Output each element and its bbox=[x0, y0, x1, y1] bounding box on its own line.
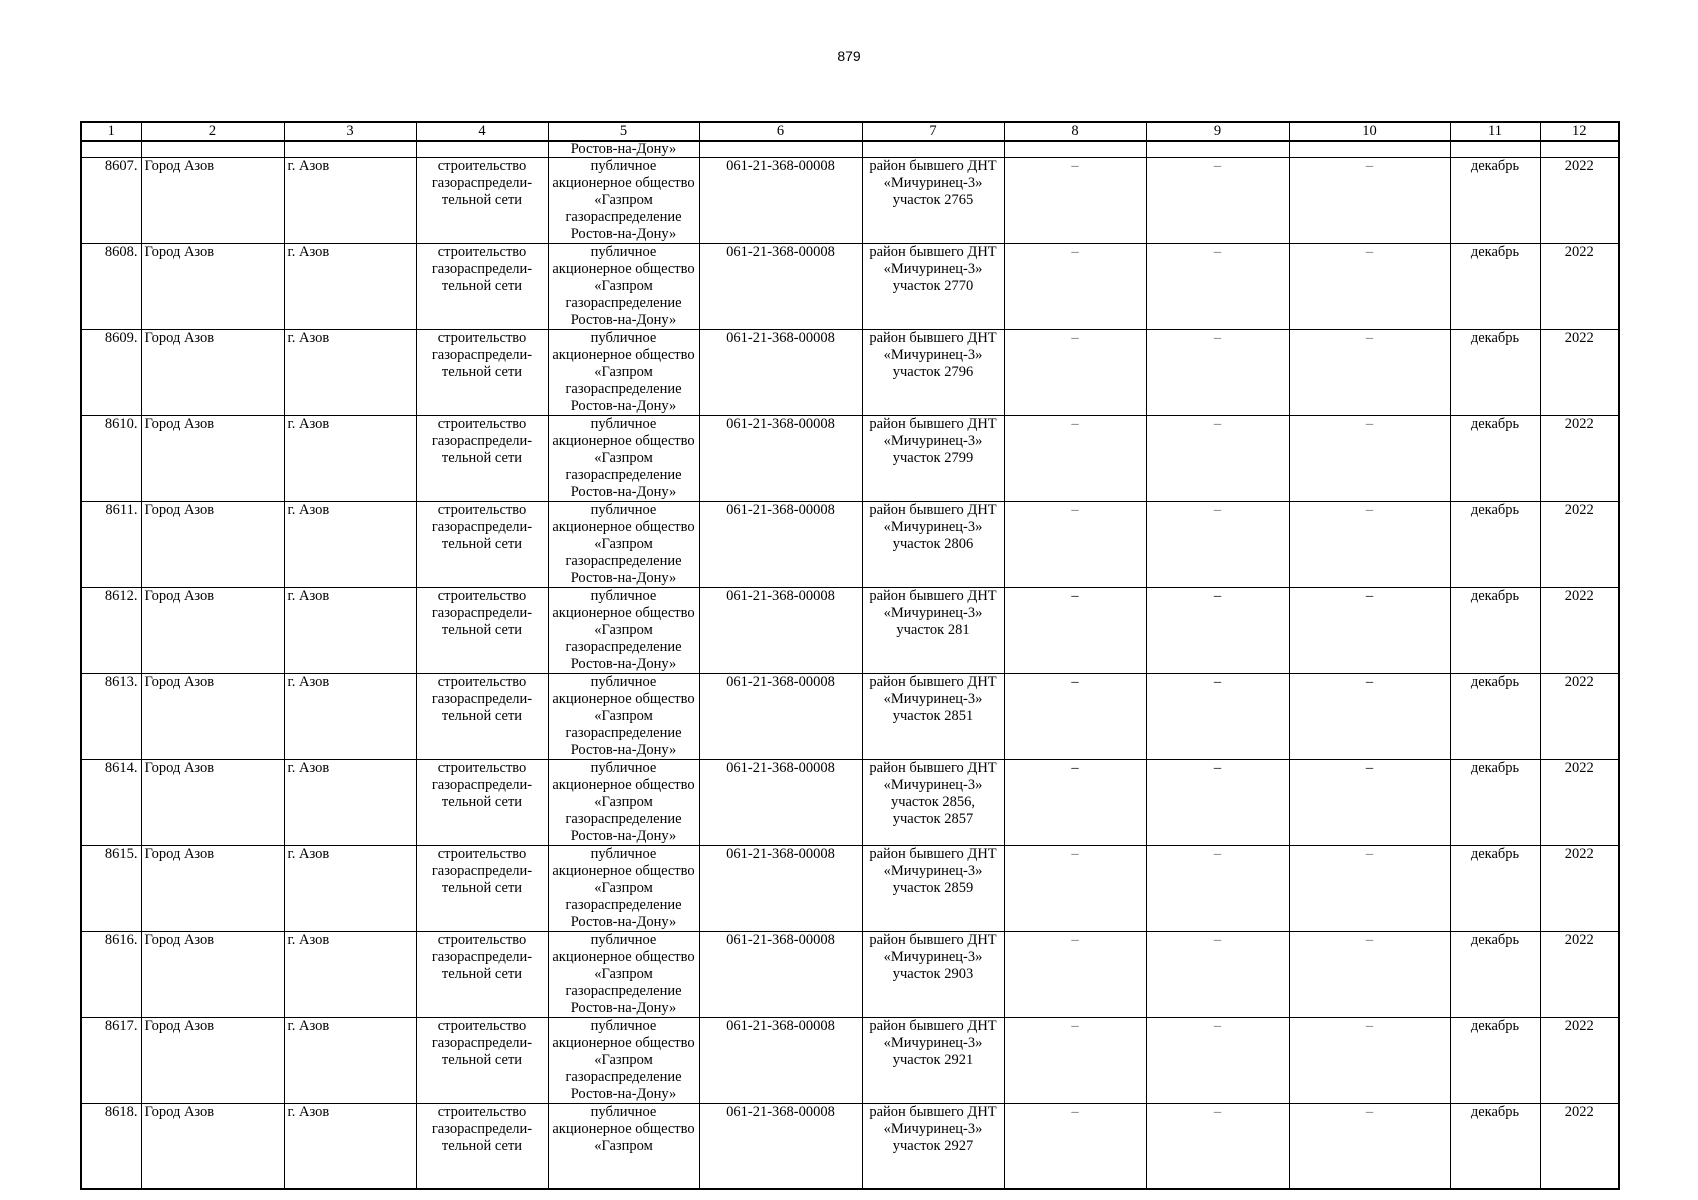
activity-cell: строительство газораспредели-тельной сети bbox=[416, 846, 548, 932]
location-cell: район бывшего ДНТ «Мичуринец-3» участок 2799 bbox=[862, 416, 1004, 502]
activity-cell: строительство газораспредели-тельной сети bbox=[416, 158, 548, 244]
column-10-cell: – bbox=[1289, 330, 1450, 416]
column-8-cell: – bbox=[1004, 416, 1146, 502]
location-cell: район бывшего ДНТ «Мичуринец-3» участок 2770 bbox=[862, 244, 1004, 330]
column-9-cell: – bbox=[1146, 760, 1289, 846]
municipality-cell: Город Азов bbox=[141, 416, 284, 502]
location-cell: район бывшего ДНТ «Мичуринец-3» участок 2927 bbox=[862, 1104, 1004, 1190]
activity-cell: строительство газораспредели-тельной сети bbox=[416, 330, 548, 416]
column-9-cell: – bbox=[1146, 674, 1289, 760]
column-number: 11 bbox=[1450, 122, 1540, 141]
organization-cell: публичное акционерное общество «Газпром газораспределение Ростов-на-Дону» bbox=[548, 760, 699, 846]
column-number: 8 bbox=[1004, 122, 1146, 141]
column-8-cell: – bbox=[1004, 244, 1146, 330]
municipality-cell: Город Азов bbox=[141, 1018, 284, 1104]
column-10-cell: – bbox=[1289, 846, 1450, 932]
column-9-cell: – bbox=[1146, 244, 1289, 330]
activity-cell: строительство газораспредели-тельной сети bbox=[416, 588, 548, 674]
municipality-cell: Город Азов bbox=[141, 1104, 284, 1190]
month-cell: декабрь bbox=[1450, 330, 1540, 416]
locality-cell: г. Азов bbox=[284, 674, 416, 760]
registry-code-cell: 061-21-368-00008 bbox=[699, 588, 862, 674]
month-cell: декабрь bbox=[1450, 1018, 1540, 1104]
column-number: 1 bbox=[81, 122, 141, 141]
registry-code-cell: 061-21-368-00008 bbox=[699, 674, 862, 760]
month-cell: декабрь bbox=[1450, 158, 1540, 244]
locality-cell: г. Азов bbox=[284, 588, 416, 674]
column-number: 4 bbox=[416, 122, 548, 141]
locality-cell: г. Азов bbox=[284, 760, 416, 846]
organization-cell: публичное акционерное общество «Газпром газораспределение Ростов-на-Дону» bbox=[548, 846, 699, 932]
column-9-cell: – bbox=[1146, 932, 1289, 1018]
column-10-cell: – bbox=[1289, 416, 1450, 502]
organization-cell: публичное акционерное общество «Газпром газораспределение Ростов-на-Дону» bbox=[548, 588, 699, 674]
table-row bbox=[81, 244, 1619, 330]
column-9-cell: – bbox=[1146, 330, 1289, 416]
column-8-cell: – bbox=[1004, 846, 1146, 932]
organization-cell: публичное акционерное общество «Газпром газораспределение Ростов-на-Дону» bbox=[548, 932, 699, 1018]
column-number-row bbox=[81, 122, 1619, 141]
year-cell: 2022 bbox=[1540, 158, 1619, 244]
column-10-cell: – bbox=[1289, 932, 1450, 1018]
municipality-cell: Город Азов bbox=[141, 158, 284, 244]
column-10-cell: – bbox=[1289, 1018, 1450, 1104]
municipality-cell: Город Азов bbox=[141, 588, 284, 674]
year-cell: 2022 bbox=[1540, 244, 1619, 330]
row-number: 8618. bbox=[81, 1104, 141, 1190]
year-cell: 2022 bbox=[1540, 330, 1619, 416]
year-cell: 2022 bbox=[1540, 588, 1619, 674]
empty-cell bbox=[1540, 141, 1619, 158]
row-number: 8610. bbox=[81, 416, 141, 502]
municipality-cell: Город Азов bbox=[141, 846, 284, 932]
column-8-cell: – bbox=[1004, 932, 1146, 1018]
column-10-cell: – bbox=[1289, 588, 1450, 674]
column-8-cell: – bbox=[1004, 330, 1146, 416]
empty-cell bbox=[699, 141, 862, 158]
row-number: 8617. bbox=[81, 1018, 141, 1104]
table-row bbox=[81, 502, 1619, 588]
location-cell: район бывшего ДНТ «Мичуринец-3» участок 2903 bbox=[862, 932, 1004, 1018]
registry-code-cell: 061-21-368-00008 bbox=[699, 416, 862, 502]
registry-code-cell: 061-21-368-00008 bbox=[699, 1018, 862, 1104]
locality-cell: г. Азов bbox=[284, 330, 416, 416]
table-row bbox=[81, 158, 1619, 244]
activity-cell: строительство газораспредели-тельной сети bbox=[416, 416, 548, 502]
column-8-cell: – bbox=[1004, 1104, 1146, 1190]
organization-cell: публичное акционерное общество «Газпром bbox=[548, 1104, 699, 1190]
column-9-cell: – bbox=[1146, 416, 1289, 502]
column-10-cell: – bbox=[1289, 502, 1450, 588]
empty-cell bbox=[81, 141, 141, 158]
row-number: 8607. bbox=[81, 158, 141, 244]
continued-organization: Ростов-на-Дону» bbox=[548, 141, 699, 158]
column-8-cell: – bbox=[1004, 158, 1146, 244]
year-cell: 2022 bbox=[1540, 760, 1619, 846]
locality-cell: г. Азов bbox=[284, 932, 416, 1018]
column-number: 6 bbox=[699, 122, 862, 141]
municipality-cell: Город Азов bbox=[141, 760, 284, 846]
row-number: 8616. bbox=[81, 932, 141, 1018]
locality-cell: г. Азов bbox=[284, 158, 416, 244]
empty-cell bbox=[284, 141, 416, 158]
locality-cell: г. Азов bbox=[284, 502, 416, 588]
registry-code-cell: 061-21-368-00008 bbox=[699, 760, 862, 846]
month-cell: декабрь bbox=[1450, 1104, 1540, 1190]
registry-code-cell: 061-21-368-00008 bbox=[699, 158, 862, 244]
activity-cell: строительство газораспредели-тельной сети bbox=[416, 244, 548, 330]
organization-cell: публичное акционерное общество «Газпром газораспределение Ростов-на-Дону» bbox=[548, 244, 699, 330]
page-number: 879 bbox=[837, 48, 861, 64]
registry-code-cell: 061-21-368-00008 bbox=[699, 846, 862, 932]
column-10-cell: – bbox=[1289, 1104, 1450, 1190]
activity-cell: строительство газораспредели-тельной сети bbox=[416, 932, 548, 1018]
column-9-cell: – bbox=[1146, 158, 1289, 244]
month-cell: декабрь bbox=[1450, 502, 1540, 588]
locality-cell: г. Азов bbox=[284, 846, 416, 932]
column-8-cell: – bbox=[1004, 674, 1146, 760]
organization-cell: публичное акционерное общество «Газпром газораспределение Ростов-на-Дону» bbox=[548, 1018, 699, 1104]
location-cell: район бывшего ДНТ «Мичуринец-3» участок 2806 bbox=[862, 502, 1004, 588]
organization-cell: публичное акционерное общество «Газпром газораспределение Ростов-на-Дону» bbox=[548, 330, 699, 416]
column-10-cell: – bbox=[1289, 244, 1450, 330]
empty-cell bbox=[1450, 141, 1540, 158]
location-cell: район бывшего ДНТ «Мичуринец-3» участок 2765 bbox=[862, 158, 1004, 244]
registry-code-cell: 061-21-368-00008 bbox=[699, 502, 862, 588]
table-row bbox=[81, 1104, 1619, 1190]
year-cell: 2022 bbox=[1540, 1018, 1619, 1104]
registry-table bbox=[80, 121, 1620, 1190]
locality-cell: г. Азов bbox=[284, 1018, 416, 1104]
locality-cell: г. Азов bbox=[284, 416, 416, 502]
organization-cell: публичное акционерное общество «Газпром газораспределение Ростов-на-Дону» bbox=[548, 674, 699, 760]
location-cell: район бывшего ДНТ «Мичуринец-3» участок 2921 bbox=[862, 1018, 1004, 1104]
column-8-cell: – bbox=[1004, 588, 1146, 674]
column-number: 2 bbox=[141, 122, 284, 141]
column-8-cell: – bbox=[1004, 502, 1146, 588]
activity-cell: строительство газораспредели-тельной сети bbox=[416, 674, 548, 760]
month-cell: декабрь bbox=[1450, 588, 1540, 674]
location-cell: район бывшего ДНТ «Мичуринец-3» участок 2851 bbox=[862, 674, 1004, 760]
column-10-cell: – bbox=[1289, 158, 1450, 244]
activity-cell: строительство газораспредели-тельной сети bbox=[416, 502, 548, 588]
column-number: 3 bbox=[284, 122, 416, 141]
table-row bbox=[81, 1018, 1619, 1104]
table-row bbox=[81, 416, 1619, 502]
column-number: 9 bbox=[1146, 122, 1289, 141]
row-number: 8613. bbox=[81, 674, 141, 760]
column-9-cell: – bbox=[1146, 502, 1289, 588]
registry-code-cell: 061-21-368-00008 bbox=[699, 330, 862, 416]
row-number: 8614. bbox=[81, 760, 141, 846]
column-number: 7 bbox=[862, 122, 1004, 141]
activity-cell: строительство газораспредели-тельной сети bbox=[416, 1018, 548, 1104]
registry-code-cell: 061-21-368-00008 bbox=[699, 244, 862, 330]
column-9-cell: – bbox=[1146, 846, 1289, 932]
locality-cell: г. Азов bbox=[284, 244, 416, 330]
column-number: 5 bbox=[548, 122, 699, 141]
location-cell: район бывшего ДНТ «Мичуринец-3» участок 2796 bbox=[862, 330, 1004, 416]
municipality-cell: Город Азов bbox=[141, 502, 284, 588]
activity-cell: строительство газораспредели-тельной сети bbox=[416, 760, 548, 846]
table-row bbox=[81, 588, 1619, 674]
year-cell: 2022 bbox=[1540, 502, 1619, 588]
continuation-row bbox=[81, 141, 1619, 158]
year-cell: 2022 bbox=[1540, 674, 1619, 760]
organization-cell: публичное акционерное общество «Газпром газораспределение Ростов-на-Дону» bbox=[548, 416, 699, 502]
municipality-cell: Город Азов bbox=[141, 244, 284, 330]
column-10-cell: – bbox=[1289, 674, 1450, 760]
empty-cell bbox=[862, 141, 1004, 158]
table-row bbox=[81, 674, 1619, 760]
year-cell: 2022 bbox=[1540, 846, 1619, 932]
row-number: 8608. bbox=[81, 244, 141, 330]
empty-cell bbox=[1146, 141, 1289, 158]
row-number: 8612. bbox=[81, 588, 141, 674]
organization-cell: публичное акционерное общество «Газпром газораспределение Ростов-на-Дону» bbox=[548, 502, 699, 588]
table-row bbox=[81, 932, 1619, 1018]
registry-code-cell: 061-21-368-00008 bbox=[699, 1104, 862, 1190]
year-cell: 2022 bbox=[1540, 932, 1619, 1018]
row-number: 8611. bbox=[81, 502, 141, 588]
locality-cell: г. Азов bbox=[284, 1104, 416, 1190]
column-9-cell: – bbox=[1146, 1018, 1289, 1104]
empty-cell bbox=[416, 141, 548, 158]
column-number: 12 bbox=[1540, 122, 1619, 141]
municipality-cell: Город Азов bbox=[141, 674, 284, 760]
location-cell: район бывшего ДНТ «Мичуринец-3» участок 281 bbox=[862, 588, 1004, 674]
year-cell: 2022 bbox=[1540, 1104, 1619, 1190]
month-cell: декабрь bbox=[1450, 416, 1540, 502]
month-cell: декабрь bbox=[1450, 674, 1540, 760]
column-9-cell: – bbox=[1146, 1104, 1289, 1190]
column-10-cell: – bbox=[1289, 760, 1450, 846]
column-8-cell: – bbox=[1004, 760, 1146, 846]
table-row bbox=[81, 330, 1619, 416]
empty-cell bbox=[1289, 141, 1450, 158]
month-cell: декабрь bbox=[1450, 244, 1540, 330]
location-cell: район бывшего ДНТ «Мичуринец-3» участок 2856, участок 2857 bbox=[862, 760, 1004, 846]
empty-cell bbox=[1004, 141, 1146, 158]
month-cell: декабрь bbox=[1450, 846, 1540, 932]
table-row bbox=[81, 846, 1619, 932]
organization-cell: публичное акционерное общество «Газпром газораспределение Ростов-на-Дону» bbox=[548, 158, 699, 244]
month-cell: декабрь bbox=[1450, 932, 1540, 1018]
row-number: 8615. bbox=[81, 846, 141, 932]
municipality-cell: Город Азов bbox=[141, 330, 284, 416]
empty-cell bbox=[141, 141, 284, 158]
column-number: 10 bbox=[1289, 122, 1450, 141]
location-cell: район бывшего ДНТ «Мичуринец-3» участок 2859 bbox=[862, 846, 1004, 932]
table-row bbox=[81, 760, 1619, 846]
activity-cell: строительство газораспредели-тельной сети bbox=[416, 1104, 548, 1190]
column-8-cell: – bbox=[1004, 1018, 1146, 1104]
registry-code-cell: 061-21-368-00008 bbox=[699, 932, 862, 1018]
month-cell: декабрь bbox=[1450, 760, 1540, 846]
year-cell: 2022 bbox=[1540, 416, 1619, 502]
municipality-cell: Город Азов bbox=[141, 932, 284, 1018]
row-number: 8609. bbox=[81, 330, 141, 416]
column-9-cell: – bbox=[1146, 588, 1289, 674]
